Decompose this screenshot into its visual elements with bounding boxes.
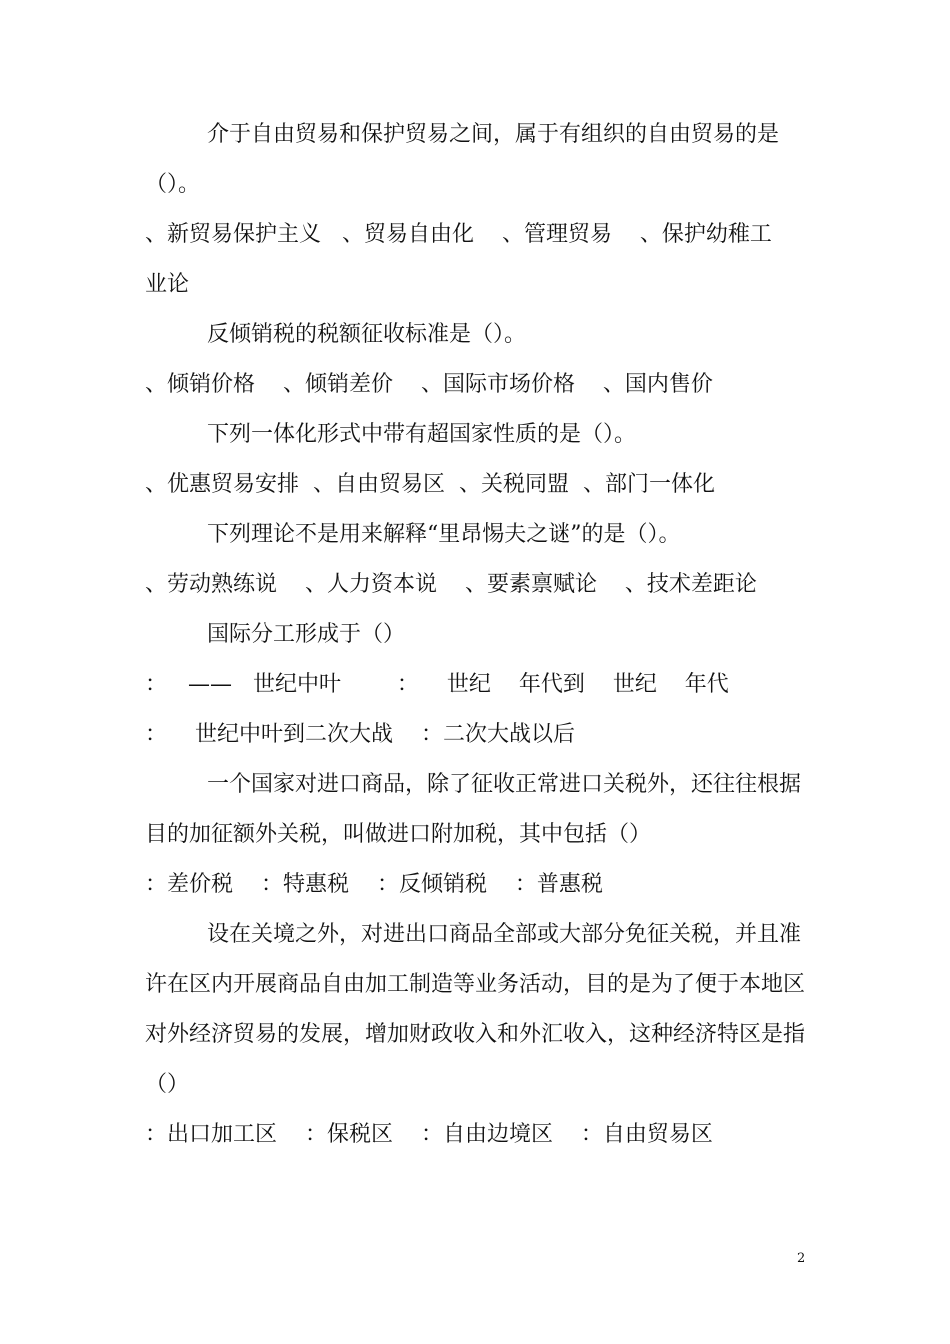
question-4-options: 、劳动熟练说 、人力资本说 、要素禀赋论 、技术差距论 — [145, 572, 757, 597]
question-7-stem-line-1: 设在关境之外，对进出口商品全部或大部分免征关税，并且准 — [207, 922, 802, 947]
question-6-stem-line-1: 一个国家对进口商品，除了征收正常进口关税外，还往往根据 — [207, 772, 802, 797]
question-7-stem-line-3: 对外经济贸易的发展，增加财政收入和外汇收入，这种经济特区是指 — [145, 1022, 806, 1047]
question-7-stem-line-4: （） — [145, 1072, 190, 1097]
question-1-stem-line-1: 介于自由贸易和保护贸易之间，属于有组织的自由贸易的是 — [207, 122, 780, 147]
question-1-options-line-1: 、新贸易保护主义 、贸易自由化 、管理贸易 、保护幼稚工 — [145, 222, 772, 247]
question-1-stem-line-2: （）。 — [145, 172, 201, 197]
question-4-stem: 下列理论不是用来解释“里昂惕夫之谜”的是（）。 — [207, 522, 681, 547]
question-6-options: ：差价税 ：特惠税 ：反倾销税 ：普惠税 — [145, 872, 603, 897]
page-number: 2 — [797, 1251, 806, 1266]
question-7-options: ：出口加工区 ：保税区 ：自由边境区 ：自由贸易区 — [145, 1122, 713, 1147]
question-6-stem-line-2: 目的加征额外关税，叫做进口附加税，其中包括（） — [145, 822, 652, 847]
question-5-options-line-1: ： —— 世纪中叶 ： 世纪 年代到 世纪 年代 — [145, 672, 729, 697]
question-5-stem: 国际分工形成于（） — [207, 622, 406, 647]
question-3-stem: 下列一体化形式中带有超国家性质的是（）。 — [207, 422, 637, 447]
question-7-stem-line-2: 许在区内开展商品自由加工制造等业务活动，目的是为了便于本地区 — [145, 972, 806, 997]
question-2-stem: 反倾销税的税额征收标准是（）。 — [207, 322, 527, 347]
question-1-options-line-2: 业论 — [145, 272, 190, 297]
question-3-options: 、优惠贸易安排 、自由贸易区 、关税同盟 、部门一体化 — [145, 472, 715, 497]
question-2-options: 、倾销价格 、倾销差价 、国际市场价格 、国内售价 — [145, 372, 713, 397]
question-5-options-line-2: ： 世纪中叶到二次大战 ：二次大战以后 — [145, 722, 575, 747]
